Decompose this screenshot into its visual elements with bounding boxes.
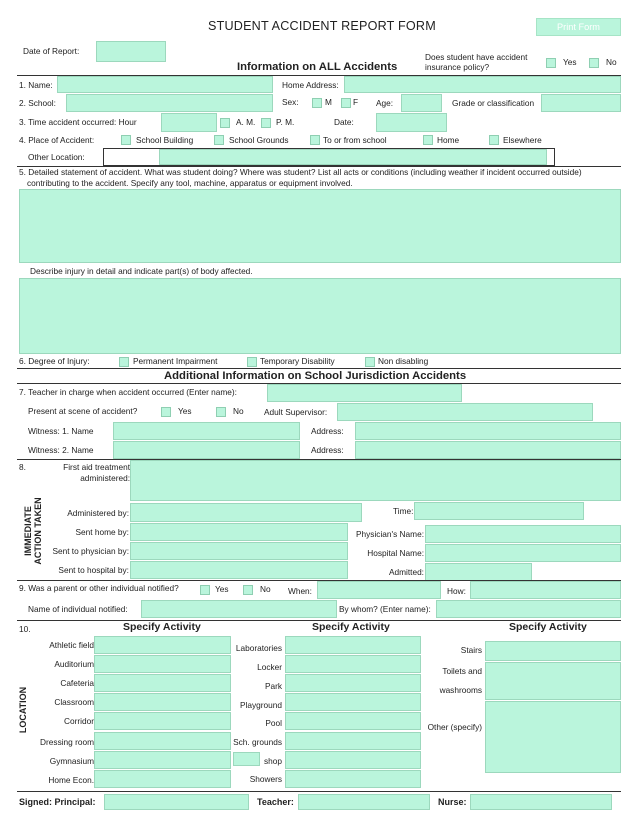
date-of-report-field[interactable] [96, 41, 166, 62]
sex-male-label: M [325, 97, 332, 107]
degree-permanent-label: Permanent Impairment [133, 356, 218, 366]
degree-permanent-checkbox[interactable] [119, 357, 129, 367]
home-address-label: Home Address: [282, 80, 339, 90]
name-label: 1. Name: [19, 80, 53, 90]
witness2-address-label: Address: [311, 445, 344, 455]
loc-auditorium-field[interactable] [94, 655, 231, 673]
witness2-address-field[interactable] [355, 441, 621, 459]
place-to-from-school-label: To or from school [323, 135, 387, 145]
loc-park-label: Park [264, 681, 282, 691]
statement-label-2: contributing to the accident. Specify any tool, machine, apparatus or equipment involved. [27, 178, 353, 188]
hospital-name-label: Hospital Name: [367, 548, 424, 558]
other-location-field[interactable] [159, 149, 547, 165]
loc-locker-field[interactable] [285, 655, 421, 673]
place-school-building-checkbox[interactable] [121, 135, 131, 145]
first-aid-field[interactable] [130, 460, 621, 501]
date-of-report-label: Date of Report: [23, 46, 80, 56]
loc-other-field[interactable] [485, 701, 621, 773]
degree-label: 6. Degree of Injury: [19, 356, 90, 366]
principal-signature-field[interactable] [104, 794, 249, 810]
first-aid-label-2: administered: [80, 473, 130, 483]
place-school-building-label: School Building [136, 135, 194, 145]
loc-dressing-room-field[interactable] [94, 732, 231, 750]
insurance-yes-checkbox[interactable] [546, 58, 556, 68]
sent-home-field[interactable] [130, 523, 348, 541]
sent-hospital-label: Sent to hospital by: [58, 565, 129, 575]
loc-showers-label: Showers [249, 774, 282, 784]
print-form-button[interactable]: Print Form [536, 18, 621, 36]
sex-male-checkbox[interactable] [312, 98, 322, 108]
action-time-field[interactable] [414, 502, 584, 520]
loc-home-econ-label: Home Econ. [48, 775, 94, 785]
how-field[interactable] [470, 581, 621, 599]
loc-laboratories-label: Laboratories [235, 643, 282, 653]
teacher-in-charge-field[interactable] [267, 384, 462, 402]
divider [17, 791, 621, 792]
admitted-field[interactable] [425, 563, 532, 581]
pm-label: P. M. [276, 117, 295, 127]
physician-name-field[interactable] [425, 525, 621, 543]
teacher-signature-field[interactable] [298, 794, 430, 810]
age-label: Age: [376, 98, 394, 108]
age-field[interactable] [401, 94, 442, 112]
loc-gymnasium-field[interactable] [94, 751, 231, 769]
loc-other-label: Other (specify) [427, 722, 482, 732]
sent-physician-label: Sent to physician by: [52, 546, 129, 556]
statement-label-1: 5. Detailed statement of accident. What was student doing? Where was student? List all acts or conditions (including weather if incident occurred outside) [19, 167, 582, 177]
injury-field[interactable] [19, 278, 621, 354]
pm-checkbox[interactable] [261, 118, 271, 128]
loc-sch-grounds-label: Sch. grounds [233, 737, 282, 747]
divider [17, 368, 621, 369]
loc-playground-field[interactable] [285, 693, 421, 711]
loc-auditorium-label: Auditorium [54, 659, 94, 669]
witness1-address-label: Address: [311, 426, 344, 436]
degree-temporary-checkbox[interactable] [247, 357, 257, 367]
loc-home-econ-field[interactable] [94, 770, 231, 788]
am-label: A. M. [236, 117, 256, 127]
other-location-label: Other Location: [28, 152, 85, 162]
signed-teacher-label: Teacher: [257, 797, 294, 807]
section-all-accidents: Information on ALL Accidents [237, 61, 398, 73]
adult-supervisor-field[interactable] [337, 403, 593, 421]
specify-activity-3: Specify Activity [509, 621, 587, 633]
administered-by-field[interactable] [130, 503, 362, 522]
witness1-label: Witness: 1. Name [28, 426, 94, 436]
statement-field[interactable] [19, 189, 621, 263]
when-label: When: [288, 586, 312, 596]
by-whom-label: By whom? (Enter name): [339, 604, 431, 614]
notified-yes-label: Yes [215, 584, 229, 594]
when-field[interactable] [317, 581, 441, 599]
insurance-no-checkbox[interactable] [589, 58, 599, 68]
how-label: How: [447, 586, 466, 596]
witness1-name-field[interactable] [113, 422, 300, 440]
name-field[interactable] [57, 76, 273, 93]
notified-no-checkbox[interactable] [243, 585, 253, 595]
sex-female-checkbox[interactable] [341, 98, 351, 108]
loc-classroom-label: Classroom [54, 697, 94, 707]
present-yes-label: Yes [178, 406, 192, 416]
loc-cafeteria-field[interactable] [94, 674, 231, 692]
loc-stairs-label: Stairs [460, 645, 482, 655]
admitted-label: Admitted: [388, 567, 424, 577]
degree-temporary-label: Temporary Disability [260, 356, 335, 366]
degree-non-disabling-checkbox[interactable] [365, 357, 375, 367]
injury-label: Describe injury in detail and indicate part(s) of body affected. [30, 266, 253, 276]
adult-supervisor-label: Adult Supervisor: [264, 407, 328, 417]
loc-corridor-field[interactable] [94, 712, 231, 730]
loc-corridor-label: Corridor [64, 716, 94, 726]
degree-non-disabling-label: Non disabling [378, 356, 429, 366]
section-8-number: 8. [19, 462, 26, 472]
form-title: STUDENT ACCIDENT REPORT FORM [208, 19, 436, 33]
loc-shop-label: shop [264, 756, 282, 766]
by-whom-field[interactable] [436, 600, 621, 618]
nurse-signature-field[interactable] [470, 794, 612, 810]
action-time-label: Time: [393, 506, 414, 516]
witness1-address-field[interactable] [355, 422, 621, 440]
grade-label: Grade or classification [452, 98, 535, 108]
individual-notified-field[interactable] [141, 600, 337, 618]
school-label: 2. School: [19, 98, 56, 108]
sent-physician-field[interactable] [130, 542, 348, 560]
loc-toilets-field[interactable] [485, 662, 621, 700]
place-home-checkbox[interactable] [423, 135, 433, 145]
place-elsewhere-label: Elsewhere [503, 135, 542, 145]
witness2-label: Witness: 2. Name [28, 445, 94, 455]
insurance-yes-label: Yes [563, 57, 577, 67]
present-yes-checkbox[interactable] [161, 407, 171, 417]
present-no-label: No [233, 406, 244, 416]
hospital-name-field[interactable] [425, 544, 621, 562]
date-label: Date: [334, 117, 354, 127]
notified-yes-checkbox[interactable] [200, 585, 210, 595]
loc-pool-label: Pool [265, 718, 282, 728]
place-home-label: Home [437, 135, 460, 145]
place-school-grounds-checkbox[interactable] [214, 135, 224, 145]
sent-home-label: Sent home by: [75, 527, 129, 537]
signed-principal-label: Signed: Principal: [19, 797, 96, 807]
individual-notified-label: Name of individual notified: [28, 604, 128, 614]
witness2-name-field[interactable] [113, 441, 300, 459]
am-checkbox[interactable] [220, 118, 230, 128]
loc-showers-field[interactable] [285, 770, 421, 788]
specify-activity-1: Specify Activity [123, 621, 201, 633]
first-aid-label-1: First aid treatment [63, 462, 130, 472]
place-to-from-school-checkbox[interactable] [310, 135, 320, 145]
loc-toilets-label-2: washrooms [439, 685, 482, 695]
loc-gymnasium-label: Gymnasium [49, 756, 94, 766]
loc-athletic-field-label: Athletic field [49, 640, 94, 650]
home-address-field[interactable] [344, 76, 621, 93]
present-no-checkbox[interactable] [216, 407, 226, 417]
loc-playground-label: Playground [240, 700, 282, 710]
loc-sch-grounds-field[interactable] [285, 732, 421, 750]
loc-dressing-room-label: Dressing room [40, 737, 94, 747]
place-elsewhere-checkbox[interactable] [489, 135, 499, 145]
loc-cafeteria-label: Cafeteria [60, 678, 94, 688]
signed-nurse-label: Nurse: [438, 797, 467, 807]
sex-label: Sex: [282, 97, 299, 107]
school-field[interactable] [66, 94, 273, 112]
loc-shop-field[interactable] [285, 751, 421, 769]
date-field[interactable] [376, 113, 447, 132]
loc-classroom-field[interactable] [94, 693, 231, 711]
loc-pool-field[interactable] [285, 712, 421, 730]
section-school-jurisdiction: Additional Information on School Jurisdiction Accidents [164, 370, 467, 382]
insurance-question-1: Does student have accident [425, 52, 528, 62]
loc-park-field[interactable] [285, 674, 421, 692]
section-10-number: 10. [19, 624, 31, 634]
parent-notified-label: 9. Was a parent or other individual notified? [19, 583, 179, 593]
loc-athletic-field-field[interactable] [94, 636, 231, 654]
loc-toilets-label-1: Toilets and [442, 666, 482, 676]
insurance-question-2: insurance policy? [425, 62, 490, 72]
administered-by-label: Administered by: [67, 508, 129, 518]
time-label: 3. Time accident occurred: Hour [19, 117, 137, 127]
sex-female-label: F [353, 97, 359, 107]
notified-no-label: No [260, 584, 271, 594]
present-label: Present at scene of accident? [28, 406, 138, 416]
teacher-in-charge-label: 7. Teacher in charge when accident occurred (Enter name): [19, 387, 237, 397]
loc-shop-prefix-field[interactable] [233, 752, 260, 766]
insurance-no-label: No [606, 57, 617, 67]
sent-hospital-field[interactable] [130, 561, 348, 579]
place-label: 4. Place of Accident: [19, 135, 95, 145]
loc-laboratories-field[interactable] [285, 636, 421, 654]
location-heading: LOCATION [18, 686, 28, 734]
loc-locker-label: Locker [257, 662, 282, 672]
grade-field[interactable] [541, 94, 621, 112]
specify-activity-2: Specify Activity [312, 621, 390, 633]
immediate-action-heading: IMMEDIATE ACTION TAKEN [23, 497, 43, 565]
physician-name-label: Physician's Name: [356, 529, 424, 539]
hour-field[interactable] [161, 113, 217, 132]
loc-stairs-field[interactable] [485, 641, 621, 661]
place-school-grounds-label: School Grounds [229, 135, 289, 145]
